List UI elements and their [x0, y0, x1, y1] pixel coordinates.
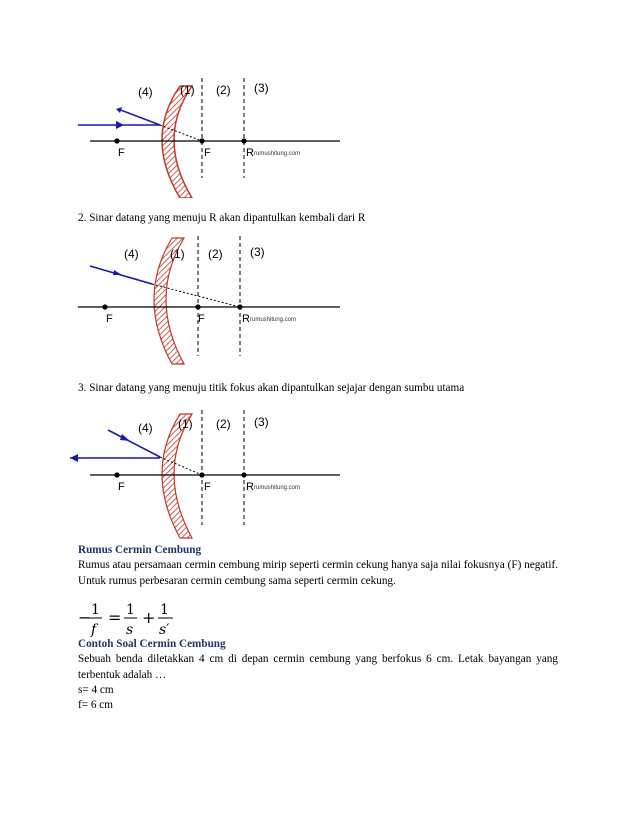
label-4: (4): [138, 421, 153, 435]
example-heading: Contoh Soal Cermin Cembung: [78, 638, 226, 650]
rule-3-text: 3. Sinar datang yang menuju titik fokus akan dipantulkan sejajar dengan sumbu utama: [78, 382, 465, 394]
ray-arrow: [120, 434, 130, 441]
convex-mirror: [162, 414, 192, 538]
rule-2-text: 2. Sinar datang yang menuju R akan dipantulkan kembali dari R: [78, 212, 366, 224]
plus-sign: +: [142, 608, 156, 627]
label-f-right: F: [198, 313, 205, 325]
focus-point-right: [199, 138, 204, 143]
label-f-left: F: [106, 313, 113, 325]
diagram-ray-2: [60, 236, 340, 356]
label-1: (1): [178, 417, 193, 431]
label-3: (3): [254, 81, 269, 95]
watermark: rumushitung.com: [254, 485, 301, 491]
label-f-right: F: [204, 147, 211, 159]
reflected-ray: [118, 109, 160, 125]
label-3: (3): [250, 245, 265, 259]
focus-point-right: [195, 304, 200, 309]
label-1: (1): [180, 83, 195, 97]
label-4: (4): [124, 247, 139, 261]
ray-arrow: [113, 270, 122, 275]
convex-mirror: [162, 86, 192, 198]
label-3: (3): [254, 415, 269, 429]
diagram-ray-1: [60, 78, 340, 198]
watermark: rumushitung.com: [254, 151, 301, 157]
radius-point: [241, 138, 246, 143]
label-r: R: [246, 481, 254, 493]
focus-point-left: [114, 138, 119, 143]
formula-paragraph: Rumus atau persamaan cermin cembung mirip seperti cermin cekung hanya saja nilai fokusnya (F) negatif. Untuk rumus perbesaran cermin cembung sama seperti cermin cekung.: [78, 559, 558, 587]
minus-sign: −: [78, 608, 92, 627]
focus-point-right: [199, 472, 204, 477]
label-4: (4): [138, 85, 153, 99]
denominator-a: f: [91, 622, 97, 638]
ray-arrow: [116, 121, 124, 129]
label-2: (2): [208, 247, 223, 261]
equals-sign: =: [108, 608, 122, 627]
watermark: rumushitung.com: [250, 317, 297, 323]
focus-point-left: [102, 304, 107, 309]
s-value: s= 4 cm: [78, 684, 114, 696]
label-f-left: F: [118, 481, 125, 493]
numerator-c: 1: [160, 602, 169, 618]
label-2: (2): [216, 83, 231, 97]
denominator-c: s′: [159, 622, 170, 638]
reflected-arrow: [70, 454, 78, 462]
label-f-right: F: [204, 481, 211, 493]
label-f-left: F: [118, 147, 125, 159]
formula-heading: Rumus Cermin Cembung: [78, 544, 202, 556]
radius-point: [241, 472, 246, 477]
label-r: R: [246, 147, 254, 159]
numerator-b: 1: [126, 602, 135, 618]
numerator-a: 1: [91, 602, 100, 618]
label-r: R: [242, 313, 250, 325]
radius-point: [237, 304, 242, 309]
diagram-ray-3: [60, 410, 340, 530]
f-value: f= 6 cm: [78, 699, 113, 711]
focus-point-left: [114, 472, 119, 477]
label-2: (2): [216, 417, 231, 431]
example-paragraph: Sebuah benda diletakkan 4 cm di depan cermin cembung yang berfokus 6 cm. Letak bayangan yang terbentuk adalah …: [78, 653, 558, 681]
mirror-formula: [78, 596, 198, 640]
denominator-b: s: [126, 622, 134, 638]
label-1: (1): [170, 247, 185, 261]
